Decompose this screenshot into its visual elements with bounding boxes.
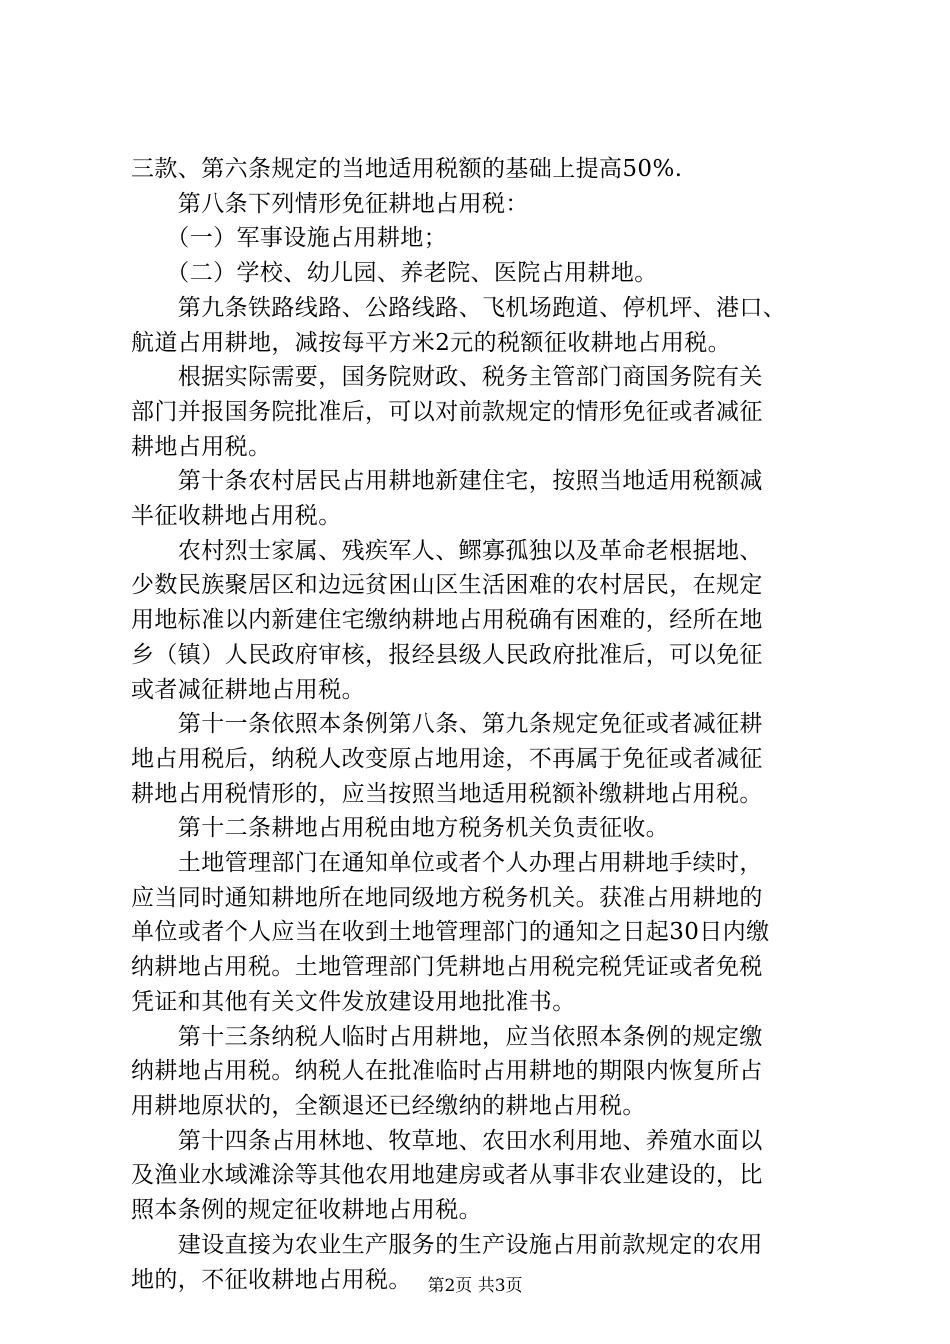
text-line: （一）军事设施占用耕地； xyxy=(131,225,448,252)
text-line: 第十四条占用林地、牧草地、农田水利用地、养殖水面以 xyxy=(131,1127,763,1154)
text-line: 用地标准以内新建住宅缴纳耕地占用税确有困难的，经所在地 xyxy=(131,607,763,634)
document-body xyxy=(131,152,831,1297)
text-line: 根据实际需要，国务院财政、税务主管部门商国务院有关 xyxy=(131,364,763,391)
text-line: 第八条下列情形免征耕地占用税： xyxy=(131,190,529,217)
text-line: （二）学校、幼儿园、养老院、医院占用耕地。 xyxy=(131,260,658,287)
text-line: 纳耕地占用税。土地管理部门凭耕地占用税完税凭证或者免税 xyxy=(131,954,763,981)
text-line: 耕地占用税情形的，应当按照当地适用税额补缴耕地占用税。 xyxy=(131,780,763,807)
text-line: 半征收耕地占用税。 xyxy=(131,503,342,530)
text-line: 耕地占用税。 xyxy=(131,433,272,460)
text-line: 照本条例的规定征收耕地占用税。 xyxy=(131,1197,482,1224)
text-line: 应当同时通知耕地所在地同级地方税务机关。获准占用耕地的 xyxy=(131,884,763,911)
text-line: 农村烈士家属、残疾军人、鳏寡孤独以及革命老根据地、 xyxy=(131,537,763,564)
text-line: 单位或者个人应当在收到土地管理部门的通知之日起30日内缴 xyxy=(131,919,770,946)
page-footer: 第2页 共3页 xyxy=(427,1276,523,1296)
text-line: 凭证和其他有关文件发放建设用地批准书。 xyxy=(131,988,576,1015)
text-line: 部门并报国务院批准后，可以对前款规定的情形免征或者减征 xyxy=(131,398,763,425)
text-line: 航道占用耕地，减按每平方米2元的税额征收耕地占用税。 xyxy=(131,329,732,356)
text-line: 建设直接为农业生产服务的生产设施占用前款规定的农用 xyxy=(131,1231,763,1258)
text-line: 或者减征耕地占用税。 xyxy=(131,676,365,703)
text-line: 用耕地原状的，全额退还已经缴纳的耕地占用税。 xyxy=(131,1092,646,1119)
text-line: 第九条铁路线路、公路线路、飞机场跑道、停机坪、港口、 xyxy=(131,294,787,321)
text-line: 少数民族聚居区和边远贫困山区生活困难的农村居民，在规定 xyxy=(131,572,763,599)
text-line: 土地管理部门在通知单位或者个人办理占用耕地手续时， xyxy=(131,850,763,877)
text-line: 地占用税后，纳税人改变原占地用途，不再属于免征或者减征 xyxy=(131,745,763,772)
text-line: 第十一条依照本条例第八条、第九条规定免征或者减征耕 xyxy=(131,711,763,738)
text-line: 第十二条耕地占用税由地方税务机关负责征收。 xyxy=(131,815,670,842)
text-line: 乡（镇）人民政府审核，报经县级人民政府批准后，可以免征 xyxy=(131,641,763,668)
text-line: 地的，不征收耕地占用税。 xyxy=(131,1266,412,1293)
text-line: 第十条农村居民占用耕地新建住宅，按照当地适用税额减 xyxy=(131,468,763,495)
text-line: 及渔业水域滩涂等其他农用地建房或者从事非农业建设的，比 xyxy=(131,1162,763,1189)
text-line: 第十三条纳税人临时占用耕地，应当依照本条例的规定缴 xyxy=(131,1023,763,1050)
text-line: 三款、第六条规定的当地适用税额的基础上提高50%. xyxy=(131,156,683,182)
text-line: 纳耕地占用税。纳税人在批准临时占用耕地的期限内恢复所占 xyxy=(131,1058,763,1085)
